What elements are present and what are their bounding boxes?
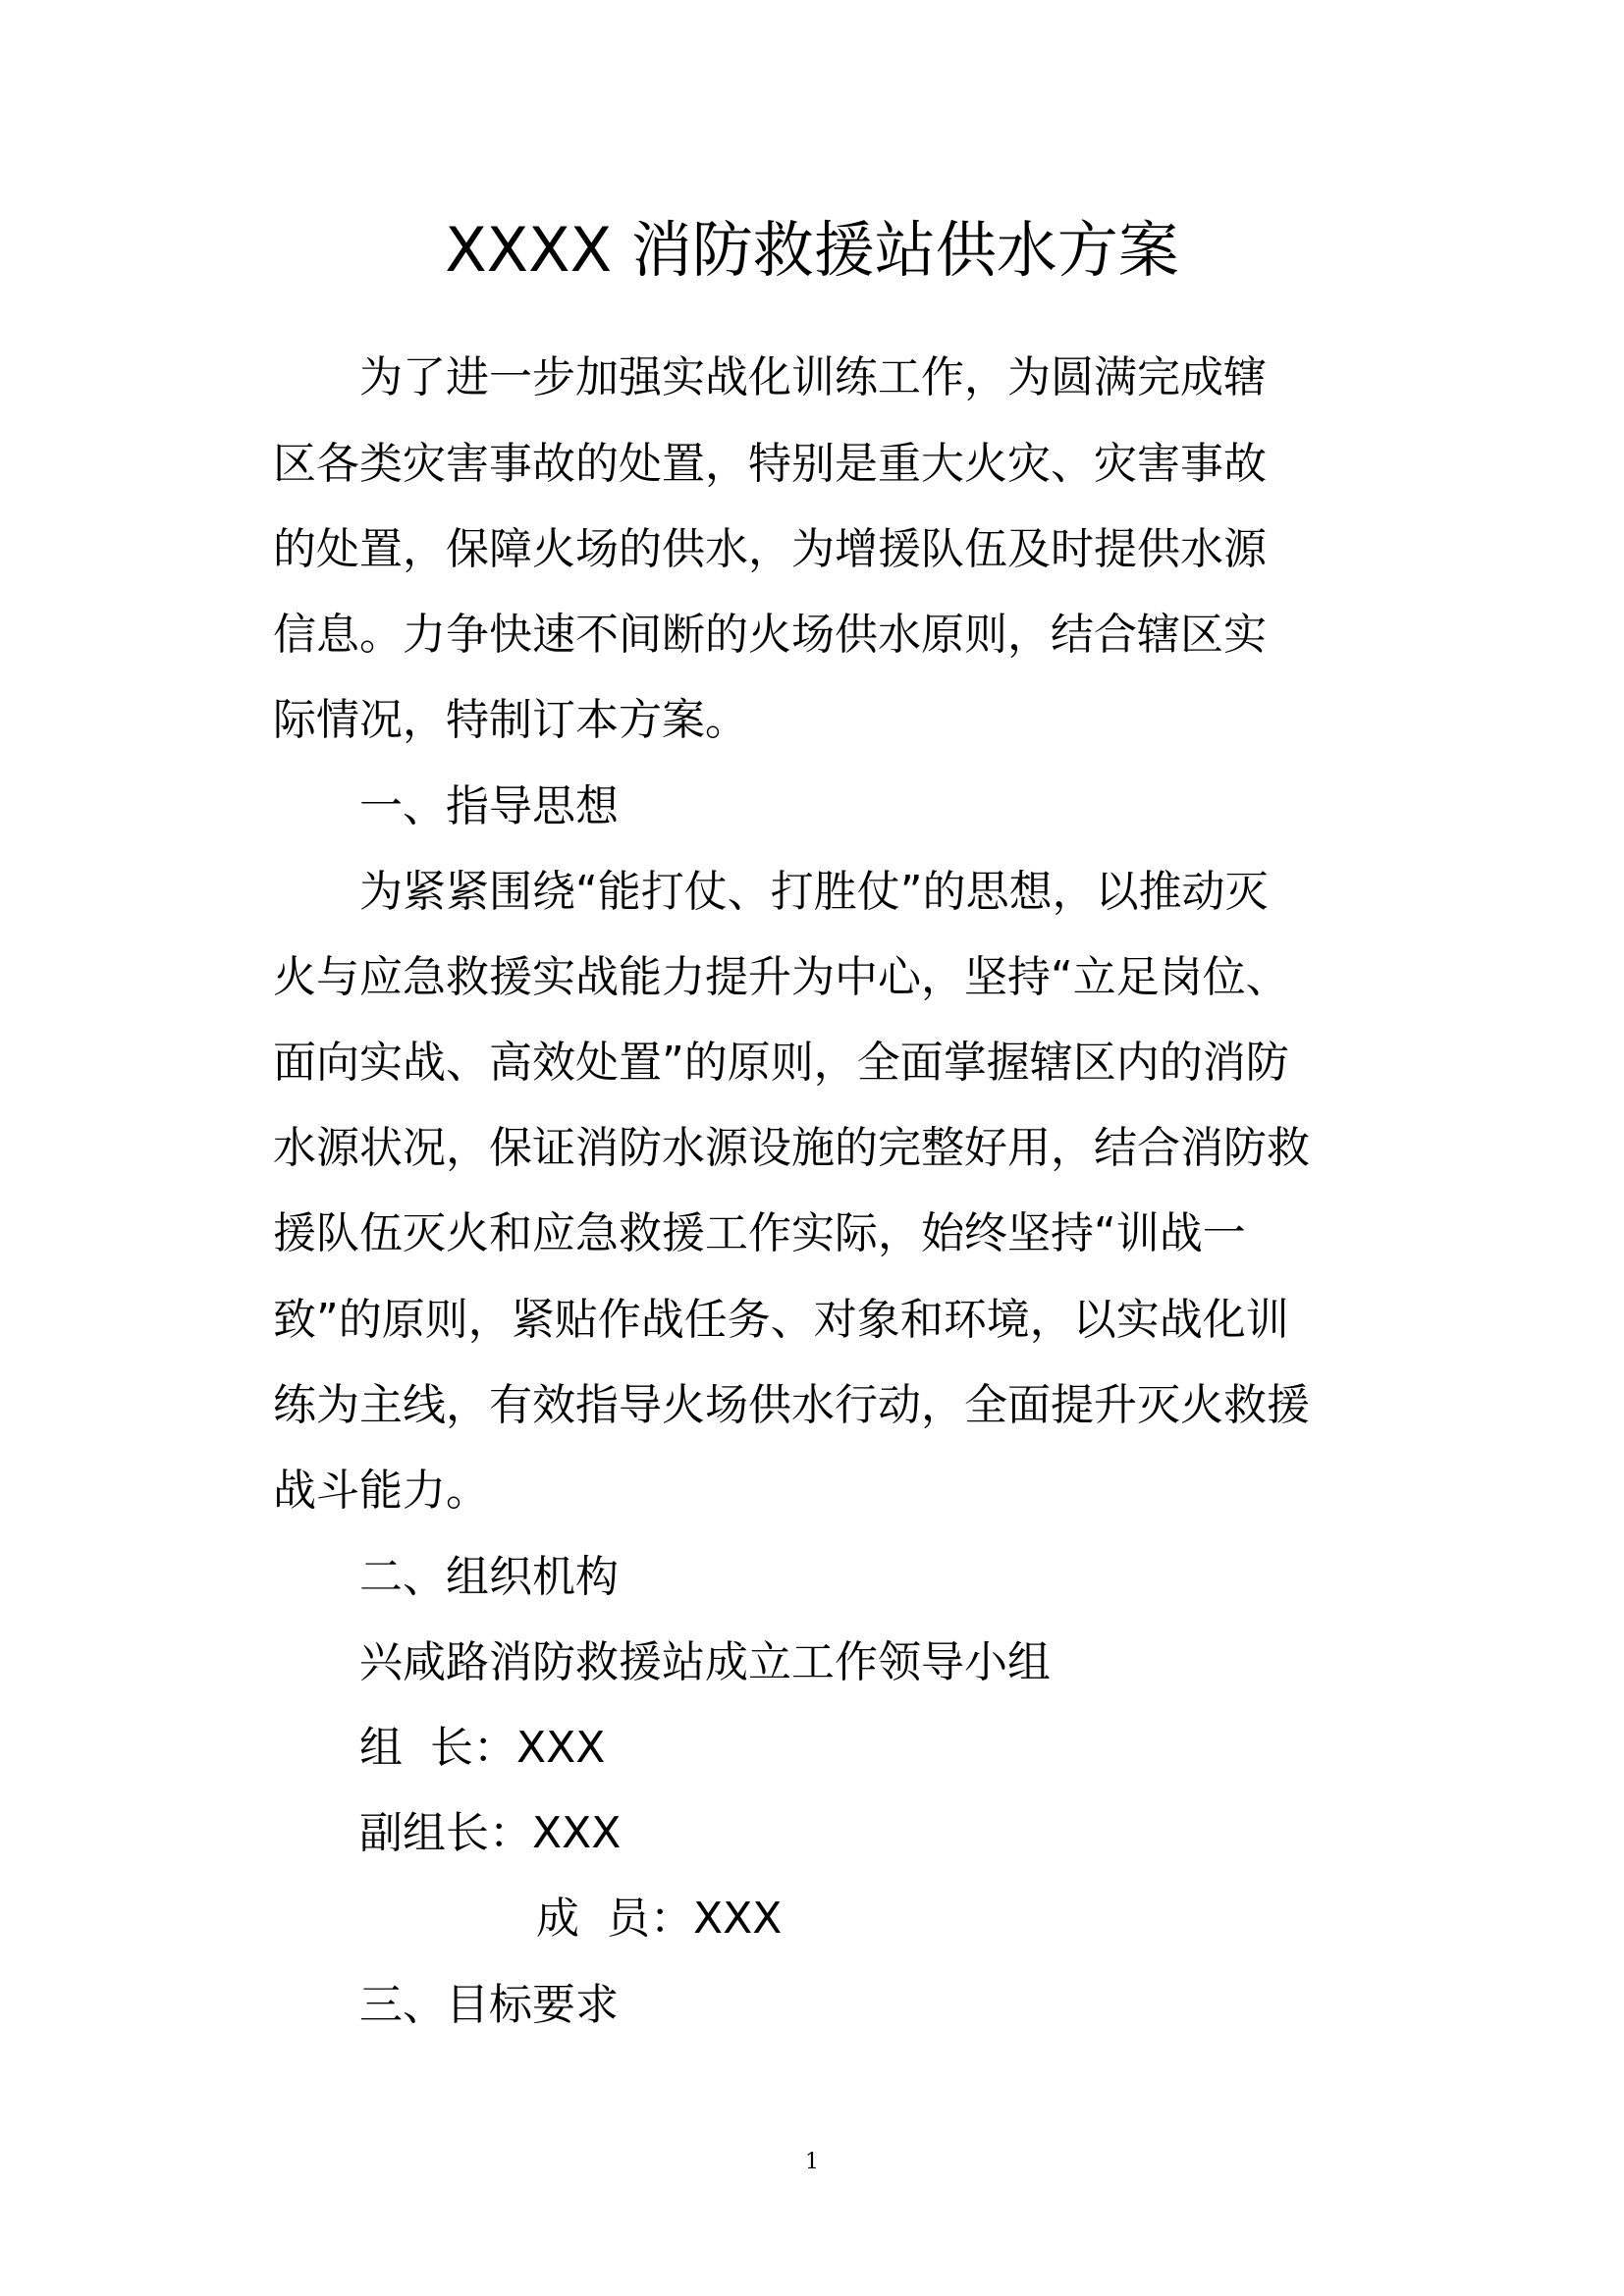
section-heading-organization: 二、组织机构: [359, 1552, 619, 1602]
page-number: 1: [805, 2150, 819, 2174]
section1-line-4: 水源状况，保证消防水源设施的完整好用，结合消防救: [273, 1123, 1310, 1173]
intro-line-1: 为了进一步加强实战化训练工作，为圆满完成辖: [359, 352, 1267, 402]
intro-line-3: 的处置，保障火场的供水，为增援队伍及时提供水源: [273, 524, 1267, 574]
section-heading-guiding-thought: 一、指导思想: [359, 781, 619, 831]
intro-line-4: 信息。力争快速不间断的火场供水原则，结合辖区实: [273, 610, 1267, 660]
section1-line-7: 练为主线，有效指导火场供水行动，全面提升灭火救援: [273, 1380, 1310, 1430]
section1-line-6: 致”的原则，紧贴作战任务、对象和环境，以实战化训: [273, 1295, 1289, 1345]
intro-line-2: 区各类灾害事故的处置，特别是重大火灾、灾害事故: [273, 439, 1267, 489]
section-heading-objectives: 三、目标要求: [359, 1980, 619, 2030]
intro-line-5: 际情况，特制订本方案。: [273, 695, 748, 745]
document-title: XXXX 消防救援站供水方案: [445, 214, 1179, 286]
section1-line-1: 为紧紧围绕“能打仗、打胜仗”的思想，以推动灭: [359, 867, 1269, 917]
group-title: 兴咸路消防救援站成立工作领导小组: [359, 1637, 1051, 1687]
section1-line-5: 援队伍灭火和应急救援工作实际，始终坚持“训战一: [273, 1208, 1246, 1258]
group-members: 成 员：XXX: [536, 1894, 783, 1944]
group-leader: 组 长：XXX: [359, 1723, 606, 1773]
section1-line-2: 火与应急救援实战能力提升为中心，坚持“立足岗位、: [273, 952, 1289, 1002]
deputy-leader: 副组长：XXX: [359, 1808, 622, 1858]
section1-line-8: 战斗能力。: [273, 1466, 489, 1516]
section1-line-3: 面向实战、高效处置”的原则，全面掌握辖区内的消防: [273, 1038, 1289, 1088]
